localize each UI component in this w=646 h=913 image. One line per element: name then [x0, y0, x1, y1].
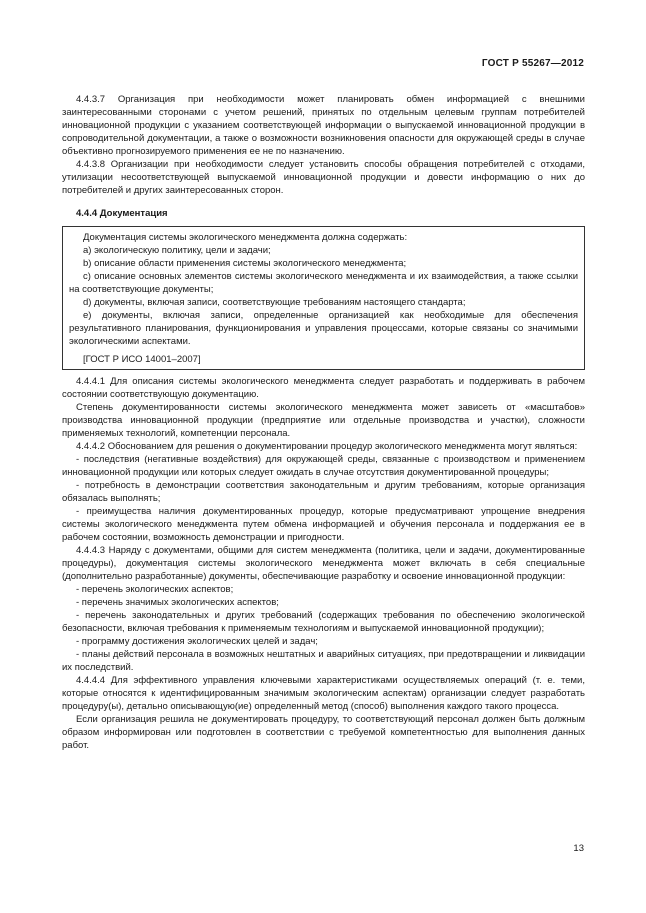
paragraph-4-4-3-7: 4.4.3.7 Организация при необходимости может планировать обмен информацией с внешними заинтересованными сторонами с учетом решений, принятых по отдельным целевым группам потребителей инновационной продукции с указанием соответствующей информации о выпускаемой инновационной продукции в сопроводительной документации, а также о возможности возникновения опасности для окружающей среды в случае объективно прогнозируемого применения ее не по назначению. [62, 94, 585, 157]
document-code: ГОСТ Р 55267—2012 [481, 58, 584, 69]
section-title: 4.4.4 Документация [76, 208, 168, 219]
paragraph: Степень документированности системы экологического менеджмента может зависеть от «масштабов» производства инновационной продукции (предприятие или отдельные производства и участки), сложности применяемых технологий, компетенции персонала. [62, 402, 585, 439]
paragraph: Если организация решила не документировать процедуру, то соответствующий персонал должен быть должным образом информирован или подготовлен в соответствии с требуемой компетентностью для выполнения данных работ. [62, 714, 585, 751]
box-line: e) документы, включая записи, определенные организацией как необходимые для обеспечения результативного планирования, функционирования и управления процессами, которые связаны со значимыми экологическими аспектами. [69, 310, 578, 347]
list-item: - последствия (негативные воздействия) для окружающей среды, связанные с производством и применением инновационной продукции или которых следует ожидать в случае отсутствия документированной процедуры; [62, 454, 585, 478]
paragraph: 4.4.4.4 Для эффективного управления ключевыми характеристиками осуществляемых операций (т. е. теми, которые относятся к идентифицированным значимым экологическим аспектам) организации следует разработать процедуру(ы), детально описывающую(ие) определенный метод (способ) выполнения каждого такого процесса. [62, 675, 585, 712]
paragraph: 4.4.4.1 Для описания системы экологического менеджмента следует разработать и поддерживать в рабочем состоянии соответствующую документацию. [62, 376, 585, 400]
box-line: d) документы, включая записи, соответствующие требованиям настоящего стандарта; [83, 297, 466, 308]
standard-reference: [ГОСТ Р ИСО 14001–2007] [83, 354, 201, 365]
quoted-requirements-box [62, 226, 585, 370]
page-number: 13 [573, 843, 584, 854]
list-item: - программу достижения экологических целей и задач; [76, 636, 318, 647]
paragraph: 4.4.4.3 Наряду с документами, общими для систем менеджмента (политика, цели и задачи, документированные процедуры), документация системы экологического менеджмента может включать в себя специальные (дополнительно разработанные) документы, обеспечивающие разработку и освоение инновационной продукции: [62, 545, 585, 582]
list-item: - планы действий персонала в возможных нештатных и аварийных ситуациях, при предотвращении и ликвидации их последствий. [62, 649, 585, 673]
box-line: а) экологическую политику, цели и задачи; [83, 245, 271, 256]
page-body [62, 93, 585, 752]
list-item: - перечень значимых экологических аспектов; [76, 597, 279, 608]
list-item: - преимущества наличия документированных процедур, которые предусматривают упрощение внедрения системы экологического менеджмента путем обмена информацией и обучения персонала и поддержания ее в рабочем состоянии, возможность демонстрации и пригодности. [62, 506, 585, 543]
list-item: - перечень законодательных и других требований (содержащих требования по обеспечению экологической безопасности, включая требования к применяемым технологиям и выпускаемой инновационной продукции); [62, 610, 585, 634]
list-item: - перечень экологических аспектов; [76, 584, 234, 595]
box-line: Документация системы экологического менеджмента должна содержать: [83, 232, 408, 243]
list-item: - потребность в демонстрации соответствия законодательным и другим требованиям, которые организация обязалась выполнять; [62, 480, 585, 504]
paragraph: 4.4.4.2 Обоснованием для решения о документировании процедур экологического менеджмента могут являться: [76, 441, 578, 452]
box-line: c) описание основных элементов системы экологического менеджмента и их взаимодействия, а также ссылки на соответствующие документы; [69, 271, 578, 295]
paragraph-4-4-3-8: 4.4.3.8 Организации при необходимости следует установить способы обращения потребителей с отходами, утилизации несоответствующей выпускаемой инновационной продукции и довести информацию о них до потребителей и других заинтересованных сторон. [62, 159, 585, 196]
box-line: b) описание области применения системы экологического менеджмента; [83, 258, 407, 269]
